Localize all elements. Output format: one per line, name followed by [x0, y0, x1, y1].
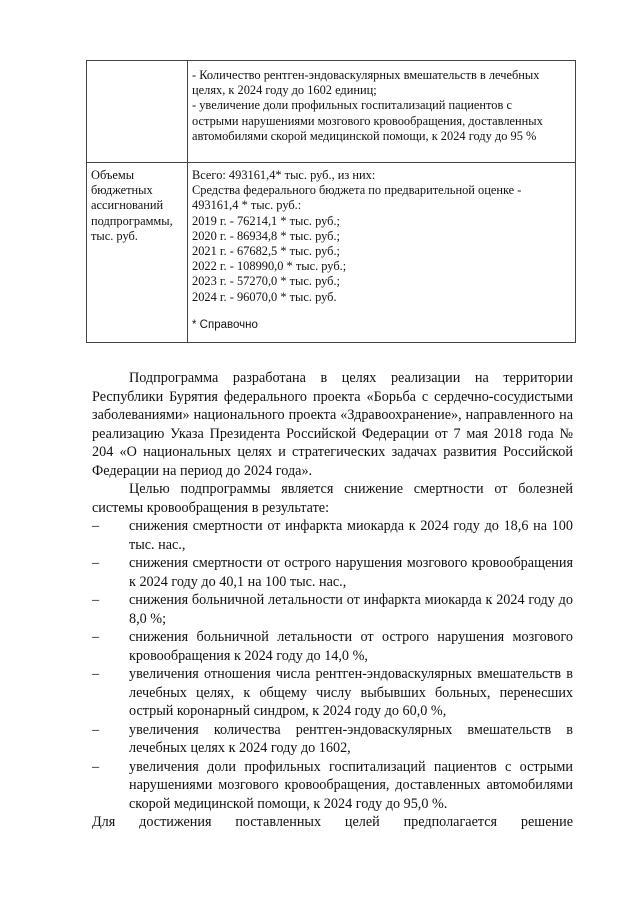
list-item: [92, 758, 573, 814]
cell-line: тыс. руб.: [91, 228, 138, 243]
list-item: [92, 591, 573, 628]
cell-line: целях, к 2024 году до 1602 единиц;: [192, 83, 377, 98]
list-item: [92, 554, 573, 591]
list-item-text: увеличения количества рентген-эндоваскулярных вмешательств в лечебных целях к 2024 году до 1602,: [129, 721, 573, 756]
cell-line: бюджетных: [91, 183, 153, 198]
paragraph-intro: Подпрограмма разработана в целях реализации на территории Республики Бурятия федерального проекта «Борьба с сердечно-сосудистыми заболеваниями» национального проекта «Здравоохранение», направленного на реализацию Указа Президента Российской Федерации от 7 мая 2018 года № 204 «О национальных целях и стратегических задачах развития Российской Федерации на период до 2024 года».: [92, 370, 573, 479]
table-cell-value: [188, 163, 576, 343]
list-item: [92, 721, 573, 758]
list-dash: –: [92, 666, 100, 682]
table-row: [87, 61, 576, 163]
cell-line: автомобилями скорой медицинской помощи, к 2024 году до 95 %: [192, 128, 537, 143]
cell-line: - увеличение доли профильных госпитализаций пациентов с: [192, 98, 512, 113]
paragraph-goal: Целью подпрограммы является снижение смертности от болезней системы кровообращения в результате:: [92, 481, 573, 516]
table-cell-label: [87, 163, 188, 343]
cell-line: Всего: 493161,4* тыс. руб., из них:: [192, 168, 376, 182]
list-dash: –: [92, 758, 100, 775]
list-item-text: снижения больничной летальности от острого нарушения мозгового кровообращения к 2024 году до 14,0 %,: [129, 629, 573, 664]
program-passport-table: [86, 60, 576, 343]
cell-line: 2019 г. - 76214,1 * тыс. руб.;: [192, 213, 340, 228]
list-item: [92, 628, 573, 665]
list-item-text: снижения смертности от острого нарушения мозгового кровообращения к 2024 году до 40,1 на 100 тыс. нас.,: [129, 555, 573, 590]
cell-line: острыми нарушениями мозгового кровообращения, доставленных: [192, 113, 543, 128]
cell-line: 2021 г. - 67682,5 * тыс. руб.;: [192, 244, 340, 259]
table-cell-value: [188, 61, 576, 163]
list-item-text: увеличения отношения числа рентген-эндоваскулярных вмешательств в лечебных целях, к общему числу выбывших больных, перенесших острый коронарный синдром, к 2024 году до 60,0 %,: [129, 666, 573, 719]
document-body: [92, 369, 573, 832]
cell-line: Объемы: [91, 168, 135, 182]
list-dash: –: [92, 555, 100, 571]
cell-line: ассигнований: [91, 198, 164, 213]
list-item-text: снижения смертности от инфаркта миокарда к 2024 году до 18,6 на 100 тыс. нас.,: [129, 518, 573, 553]
list-dash: –: [92, 592, 100, 608]
cell-line: 2024 г. - 96070,0 * тыс. руб.: [192, 289, 337, 304]
paragraph-continuation: Для достижения поставленных целей предполагается решение: [92, 814, 573, 830]
table-cell-label: [87, 61, 188, 163]
cell-line: 2020 г. - 86934,8 * тыс. руб.;: [192, 228, 340, 243]
list-item: [92, 665, 573, 721]
cell-line: 2022 г. - 108990,0 * тыс. руб.;: [192, 259, 347, 274]
cell-line: Средства федерального бюджета по предварительной оценке -: [192, 183, 522, 198]
list-dash: –: [92, 721, 100, 738]
list-item-text: снижения больничной летальности от инфаркта миокарда к 2024 году до 8,0 %;: [129, 592, 573, 627]
cell-line: 2023 г. - 57270,0 * тыс. руб.;: [192, 274, 340, 289]
table-row: [87, 163, 576, 343]
cell-line: подпрограммы,: [91, 213, 173, 228]
list-item-text: увеличения доли профильных госпитализаций пациентов с острыми нарушениями мозгового кровообращения, доставленных автомобилями скорой медицинской помощи, к 2024 году до 95,0 %.: [129, 758, 573, 812]
list-item: [92, 517, 573, 554]
cell-line: 493161,4 * тыс. руб.:: [192, 198, 302, 213]
cell-line: - Количество рентген-эндоваскулярных вмешательств в лечебных: [192, 68, 540, 82]
list-dash: –: [92, 518, 100, 534]
list-dash: –: [92, 629, 100, 645]
footnote-reference: * Справочно: [192, 318, 258, 331]
